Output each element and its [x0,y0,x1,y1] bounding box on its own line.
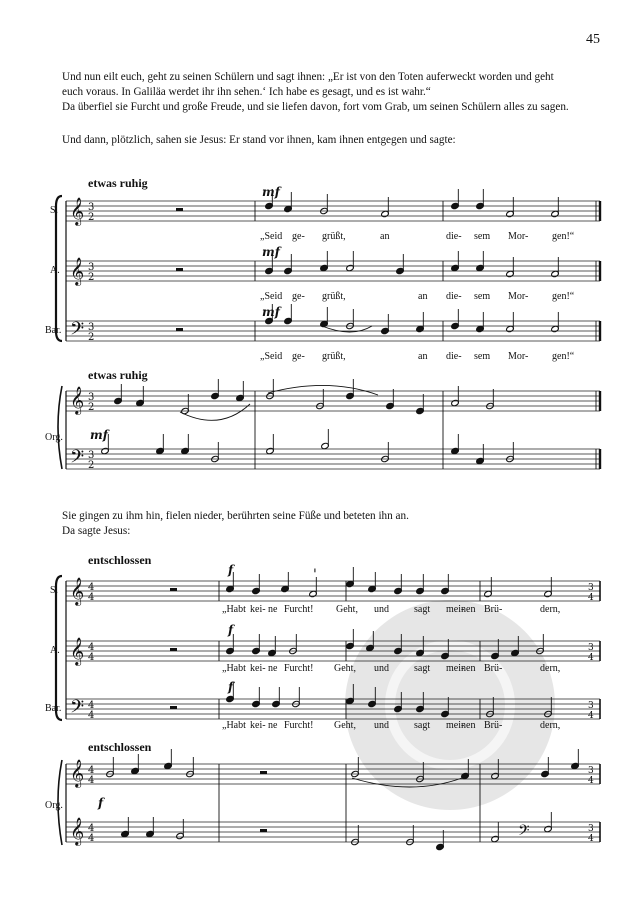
lyric-syllable: Geht, [334,720,356,731]
time-signature: 3 [588,583,594,593]
narration-line: euch voraus. In Galiläa werdet ihr ihn sehen.‘ Ich habe es gesagt, und es ist wahr.“ [62,86,431,98]
narration-line: Da sagte Jesus: [62,525,131,537]
organ-brace [58,386,62,469]
time-signature: 4 [88,652,95,663]
lyric-syllable: kei- [250,604,266,615]
part-label-organ: Org. [45,432,63,443]
time-signature: 4 [588,593,594,603]
bass-clef: 𝄢 [518,822,530,843]
lyric-syllable: und [374,604,389,615]
time-signature: 4 [588,834,594,844]
treble-clef: 𝄞 [70,577,85,605]
dynamic-mark: f [228,623,234,637]
lyric-syllable: Furcht! [284,720,314,731]
dynamic-mark: mf [262,245,280,259]
lyric-syllable: an [380,231,390,242]
lyric-syllable: und [374,720,389,731]
lyric-syllable: Mor- [508,351,529,362]
time-signature: 4 [88,582,95,593]
time-signature: 4 [88,833,95,844]
rest [260,829,267,832]
tempo-marking-organ: entschlossen [88,740,152,754]
tempo-marking-choir: entschlossen [88,553,152,567]
lyric-syllable: ge- [292,291,305,302]
lyric-syllable: „Habt [222,720,246,731]
time-signature: 3 [588,701,594,711]
lyric-syllable: sagt [414,663,431,674]
lyric-syllable: sem [474,231,491,242]
lyric-syllable: dern, [540,604,561,615]
lyric-syllable: sagt [414,604,431,615]
narration-paragraph-2: Und dann, plötzlich, sahen sie Jesus: Er stand vor ihnen, kam ihnen entgegen und sagte: [62,134,456,146]
dynamic-mark: mf [262,185,280,199]
lyric-syllable: die- [446,231,462,242]
slur [180,404,250,420]
rest [170,706,177,709]
lyric-syllable: grüßt, [322,351,346,362]
tempo-marking-choir: etwas ruhig [88,176,148,190]
narration-line: Und nun eilt euch, geht zu seinen Schülern und sagt ihnen: „Er ist von den Toten auferweckt worden und geht [62,71,554,83]
time-signature: 3 [588,824,594,834]
lyric-syllable: Furcht! [284,604,314,615]
lyric-syllable: Brü- [484,604,503,615]
time-signature: 4 [588,776,594,786]
time-signature: 3 [88,262,95,273]
lyric-syllable: sem [474,291,491,302]
time-signature: 4 [88,592,95,603]
part-label-alto: A. [50,265,60,276]
rest [260,771,267,774]
lyric-syllable: ne [268,720,278,731]
time-signature: 4 [88,765,95,776]
lyric-syllable: Geht, [334,663,356,674]
dynamic-mark: mf [90,428,108,442]
bass-clef: 𝄢 [70,447,85,472]
time-signature: 4 [88,700,95,711]
part-label-organ: Org. [45,800,63,811]
lyric-syllable: ne [268,604,278,615]
dynamic-mark: f [98,796,104,810]
lyric-syllable: sagt [414,720,431,731]
lyric-syllable: ne [268,663,278,674]
lyric-syllable: mei- [446,604,465,615]
time-signature: 4 [588,653,594,663]
time-signature: 3 [88,202,95,213]
rest [170,588,177,591]
lyric-syllable: nen [461,604,476,615]
lyric-syllable: kei- [250,663,266,674]
time-signature: 4 [88,710,95,721]
lyric-syllable: Geht, [336,604,358,615]
time-signature: 3 [588,643,594,653]
lyric-syllable: dern, [540,720,561,731]
lyric-syllable: ge- [292,231,305,242]
time-signature: 4 [588,711,594,721]
lyric-syllable: grüßt, [322,231,346,242]
time-signature: 4 [88,775,95,786]
lyric-syllable: gen!“ [552,351,575,362]
lyric-syllable: Brü- [484,720,503,731]
treble-clef: 𝄞 [70,386,85,414]
lyric-syllable: „Habt [222,604,246,615]
narration-line: Da überfiel sie Furcht und große Freude, und sie liefen davon, fort vom Grab, um seinen Schülern alles zu sagen. [62,101,569,113]
part-label-alto: A. [50,645,60,656]
rest [176,268,183,271]
lyric-syllable: „Seid [260,291,283,302]
rest [176,328,183,331]
lyric-syllable: „Seid [260,351,283,362]
part-label-baritone: Bar. [45,325,62,336]
lyric-syllable: Mor- [508,291,529,302]
time-signature: 2 [88,212,95,223]
time-signature: 2 [88,460,95,471]
bass-clef: 𝄢 [70,319,85,344]
time-signature: 3 [88,392,95,403]
lyric-syllable: und [374,663,389,674]
part-label-soprano: S. [50,205,59,216]
time-signature: 4 [88,642,95,653]
lyric-syllable: nen [461,720,476,731]
time-signature: 2 [88,272,95,283]
time-signature: 3 [88,322,95,333]
time-signature: 2 [88,402,95,413]
lyric-syllable: Furcht! [284,663,314,674]
treble-clef: 𝄞 [70,197,85,225]
rest [170,648,177,651]
lyric-syllable: sem [474,351,491,362]
treble-clef: 𝄞 [70,257,85,285]
lyric-syllable: mei- [446,663,465,674]
lyric-syllable: Brü- [484,663,503,674]
dynamic-mark: f [228,563,234,577]
lyric-syllable: mei- [446,720,465,731]
lyric-syllable: kei- [250,720,266,731]
treble-clef: 𝄞 [70,637,85,665]
page-number: 45 [586,32,600,47]
lyric-syllable: gen!“ [552,231,575,242]
dynamic-mark: f [228,680,234,694]
rest [176,208,183,211]
lyric-syllable: an [418,291,428,302]
dynamic-mark: mf [262,305,280,319]
time-signature: 2 [88,332,95,343]
treble-clef: 𝄞 [70,759,85,787]
lyric-syllable: nen [461,663,476,674]
time-signature: 3 [88,450,95,461]
tempo-marking-organ: etwas ruhig [88,368,148,382]
part-label-baritone: Bar. [45,703,62,714]
lyric-syllable: gen!“ [552,291,575,302]
lyric-syllable: dern, [540,663,561,674]
lyric-syllable: „Habt [222,663,246,674]
part-label-soprano: S. [50,585,59,596]
time-signature: 3 [588,766,594,776]
lyric-syllable: „Seid [260,231,283,242]
lyric-syllable: die- [446,351,462,362]
lyric-syllable: an [418,351,428,362]
time-signature: 4 [88,823,95,834]
lyric-syllable: grüßt, [322,291,346,302]
lyric-syllable: Mor- [508,231,529,242]
lyric-syllable: ge- [292,351,305,362]
narration-line: Sie gingen zu ihm hin, fielen nieder, berührten seine Füße und beteten ihn an. [62,510,409,522]
treble-clef: 𝄞 [70,817,85,845]
bass-clef: 𝄢 [70,697,85,722]
breath-mark: ' [313,567,317,583]
lyric-syllable: die- [446,291,462,302]
